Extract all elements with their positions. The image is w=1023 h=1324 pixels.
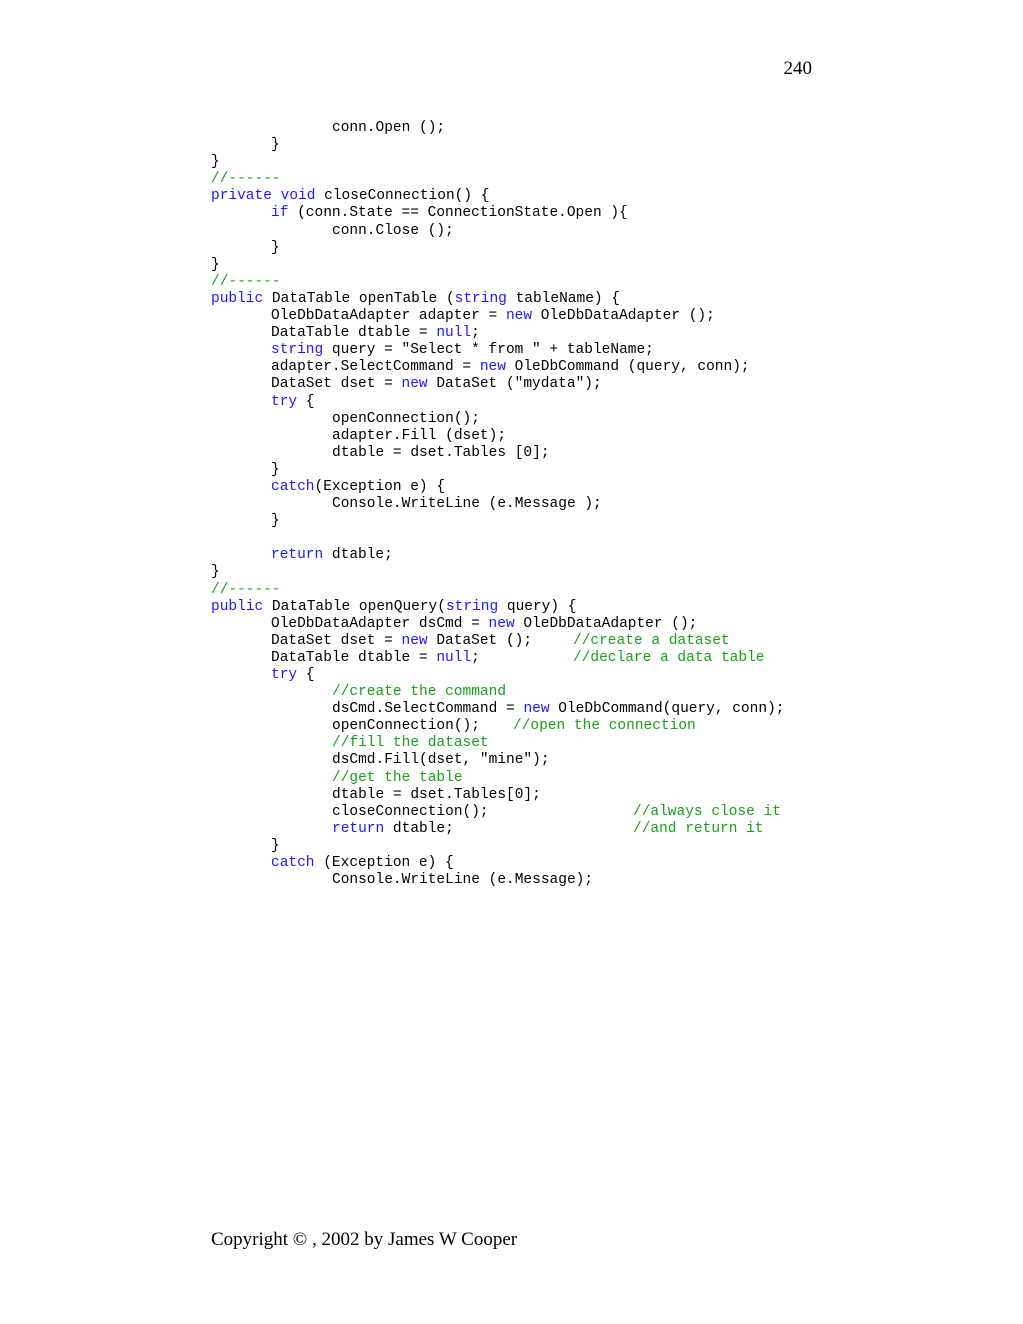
code-line: closeConnection(); //always close it (332, 803, 781, 820)
code-line: dtable = dset.Tables [0]; (332, 444, 550, 461)
code-line: } (271, 837, 280, 854)
code-line: DataSet dset = new DataSet (); //create a dataset (271, 632, 730, 649)
code-line: public DataTable openTable (string tableName) { (211, 290, 620, 307)
copyright-footer: Copyright © , 2002 by James W Cooper (211, 1229, 518, 1250)
code-line: if (conn.State == ConnectionState.Open ){ (271, 205, 628, 222)
code-comment-line: //get the table (332, 769, 463, 786)
code-line: DataTable dtable = null; //declare a data table (271, 649, 765, 666)
code-line: dtable = dset.Tables[0]; (332, 786, 541, 803)
code-line: try { (271, 393, 315, 410)
code-comment-line: //------ (211, 273, 281, 290)
code-line: } (211, 154, 220, 171)
code-line: OleDbDataAdapter adapter = new OleDbDataAdapter (); (271, 308, 715, 325)
code-line: catch (Exception e) { (271, 855, 454, 872)
code-line: conn.Open (); (332, 120, 446, 136)
code-line: openConnection(); //open the connection (332, 718, 696, 735)
code-line: OleDbDataAdapter dsCmd = new OleDbDataAdapter (); (271, 615, 698, 632)
code-line: return dtable; //and return it (332, 820, 764, 837)
code-comment-line: //------ (211, 581, 281, 598)
code-line: } (271, 239, 280, 256)
code-line: string query = "Select * from " + tableName; (271, 342, 654, 359)
code-line: DataTable dtable = null; (271, 325, 480, 342)
code-line: public DataTable openQuery(string query) { (211, 598, 577, 615)
code-line: catch(Exception e) { (271, 478, 446, 495)
code-line: try { (271, 667, 315, 683)
code-line: } (211, 564, 220, 581)
code-line: Console.WriteLine (e.Message); (332, 872, 594, 889)
code-comment-line: //fill the dataset (332, 735, 489, 752)
code-line: dsCmd.Fill(dset, "mine"); (332, 752, 550, 769)
code-line: adapter.Fill (dset); (332, 427, 507, 444)
code-comment-line: //create the command (332, 684, 507, 701)
code-line: dsCmd.SelectCommand = new OleDbCommand(query, conn); (332, 701, 785, 718)
code-line: openConnection(); (332, 410, 480, 427)
code-comment-line: //------ (211, 171, 281, 188)
code-listing (211, 120, 911, 889)
code-line: } (271, 461, 280, 478)
code-line: } (271, 513, 280, 530)
code-line: } (211, 256, 220, 273)
code-line: adapter.SelectCommand = new OleDbCommand (query, conn); (271, 359, 750, 376)
code-line: conn.Close (); (332, 222, 454, 239)
code-line: return dtable; (271, 547, 393, 564)
page-number: 240 (783, 58, 812, 79)
code-line: private void closeConnection() { (211, 188, 490, 205)
code-line: DataSet dset = new DataSet ("mydata"); (271, 376, 602, 393)
code-blank-line (211, 530, 911, 547)
code-line: Console.WriteLine (e.Message ); (332, 496, 602, 513)
code-line: } (271, 137, 280, 154)
